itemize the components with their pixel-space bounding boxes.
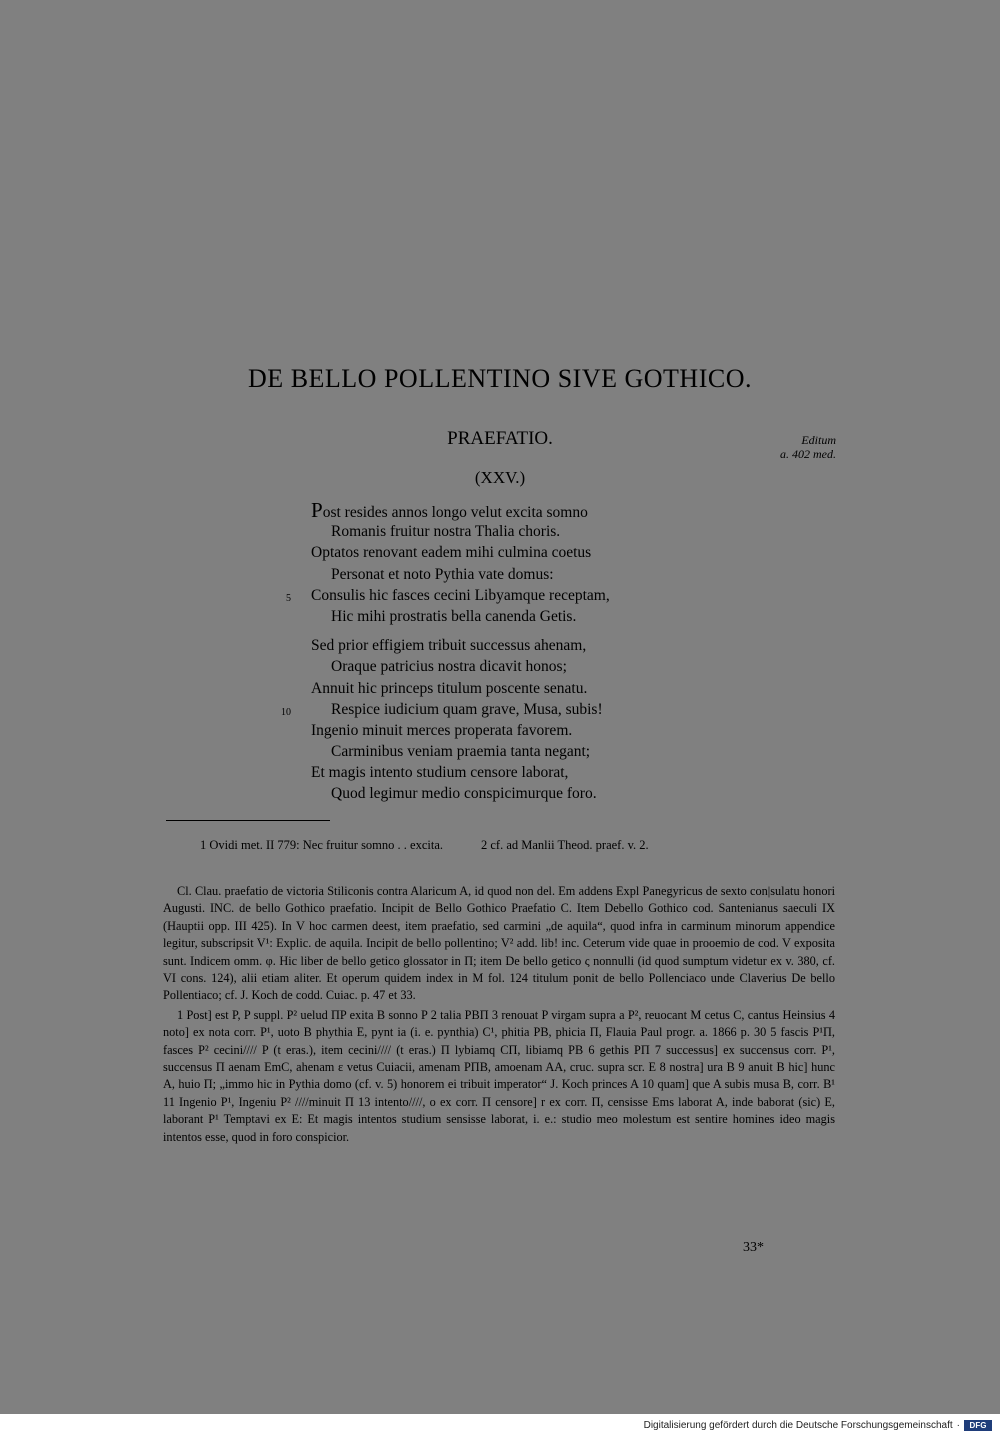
poem-line	[311, 678, 610, 699]
dfg-logo-icon: DFG	[964, 1420, 992, 1431]
poem-line-text: Sed prior effigiem tribuit successus ahenam,	[311, 637, 587, 655]
poem-line-text: Consulis hic fasces cecini Libyamque receptam,	[311, 586, 610, 604]
sidenote-line-1: Editum	[801, 433, 836, 447]
poem-line-text: Quod legimur medio conspicimurque foro.	[331, 785, 597, 803]
poem-line	[311, 762, 610, 783]
poem-line-text: Oraque patricius nostra dicavit honos;	[331, 658, 567, 676]
poem-line	[281, 699, 610, 720]
poem-line-text: Hic mihi prostratis bella canenda Getis.	[331, 607, 577, 625]
poem-line-text: Personat et noto Pythia vate domus:	[331, 565, 554, 583]
section-subtitle: PRAEFATIO.	[447, 428, 553, 449]
initial-letter: P	[311, 498, 323, 522]
poem-line-text: Carminibus veniam praemia tanta negant;	[331, 743, 591, 761]
poem-line-text: Et magis intento studium censore laborat,	[311, 764, 569, 782]
line-number: 5	[286, 592, 291, 604]
poem	[281, 498, 610, 805]
poem-line-text: Optatos renovant eadem mihi culmina coetus	[311, 544, 592, 562]
footer-credit: Digitalisierung gefördert durch die Deutsche Forschungsgemeinschaft · DFG	[644, 1418, 992, 1432]
poem-line-text: Ingenio minuit merces properata favorem.	[311, 721, 573, 739]
poem-line-text: Annuit hic princeps titulum poscente senatu.	[311, 679, 588, 697]
poem-line-text: ost resides annos longo velut excita somno	[322, 504, 588, 521]
poem-line-text: Romanis fruitur nostra Thalia choris.	[331, 523, 561, 541]
critical-apparatus	[163, 883, 835, 1146]
testimonia-left: 1 Ovidi met. II 779: Nec fruitur somno . . excita.	[200, 838, 443, 852]
apparatus-paragraph: Cl. Clau. praefatio de victoria Stiliconis contra Alaricum A, id quod non del. Em addens Expl Panegyricus de sexto con|sulatu honori Augusti. INC. de bello Gothico praefatio. Incipit de Bello Gothico Praefatio C. Item Debello Gothico cod. Santenianus saeculi IX (Hauptii opp. III 425). In V hoc carmen deest, item praefatio, sed carmini „de aquila“, quod infra in carminum minorum appendice legitur, subscripsit V¹: Explic. de aquila. Incipit de bello pollentino; V² add. lib! inc. Ceterum vide quae in prooemio de cod. V exposita sunt. Indicem omm. φ. Hic liber de bello getico glossator in Π; item De bello getico ς nonnulli (id quod sumptum videtur ex v. 380, cf. VI cons. 124), alii etiam aliter. Et operum quidem index in M fol. 124 titulum ponit de bello Pollenciaco unde Claverius De bello Pollentiaco; cf. J. Koch de codd. Cuiac. p. 47 et 33.	[163, 884, 835, 1003]
poem-line	[311, 656, 610, 677]
poem-line	[311, 741, 610, 762]
poem-line	[311, 606, 610, 627]
apparatus-paragraph: 1 Post] est P, P suppl. P² uelud ΠP exita B sonno P 2 talia PBΠ 3 renouat P virgam supra a P², reuocant M cetus C, cantus Heinsius 4 noto] ex nota corr. P¹, uoto B phythia E, pynt ia (i. e. pynthia) C¹, phitia PB, phicia Π, Flauia Paul progr. a. 1866 p. 30 5 fascis P¹Π, fasces P² cecini//// P (t eras.), item cecini//// (t eras.) Π lybiamq CΠ, libiamq PB 6 gethis PΠ 7 successus] ex succensus corr. P¹, succensus Π aenam EmC, ahenam ε vetus Cuiacii, amenam PΠB, amoenam AA, cruc. supra scr. E 8 nostra] ura B 9 anuit B hic] hunc A, huio Π; „immo hic in Pythia domo (cf. v. 5) honorem ei tribuit imperator“ J. Koch princes A 10 quam] que A subis musa B, corr. B¹ 11 Ingenio P¹, Ingeniu P² ////minuit Π 13 intento////, o ex corr. Π censore] r ex corr. Π, censisse Ems laborat A, inde baborat (sic) E, laborant P¹ Temptavi ex E: Et magis intentos studium sensisse laborat, i. e.: studio meo molestum est sentire homines ideo magis intentos esse, quod in foro conspicior.	[163, 1007, 835, 1144]
testimonia-right: 2 cf. ad Manlii Theod. praef. v. 2.	[481, 838, 649, 852]
footnote-rule	[166, 820, 330, 821]
date-sidenote	[740, 433, 836, 461]
page-title: DE BELLO POLLENTINO SIVE GOTHICO.	[248, 364, 752, 393]
page-number: 33*	[743, 1240, 764, 1255]
poem-line	[311, 521, 610, 542]
poem-line	[311, 542, 610, 563]
poem-line	[311, 720, 610, 741]
footer-text: Digitalisierung gefördert durch die Deutsche Forschungsgemeinschaft	[643, 1419, 953, 1431]
sidenote-line-2: a. 402 med.	[780, 447, 836, 461]
testimonia	[200, 838, 649, 853]
poem-line	[311, 783, 610, 804]
line-number: 10	[281, 706, 291, 718]
poem-line	[311, 500, 610, 521]
poem-line-text: Respice iudicium quam grave, Musa, subis!	[331, 700, 603, 718]
poem-number: (XXV.)	[474, 468, 526, 487]
poem-line	[286, 585, 610, 606]
poem-line	[311, 635, 610, 656]
poem-line	[311, 564, 610, 585]
